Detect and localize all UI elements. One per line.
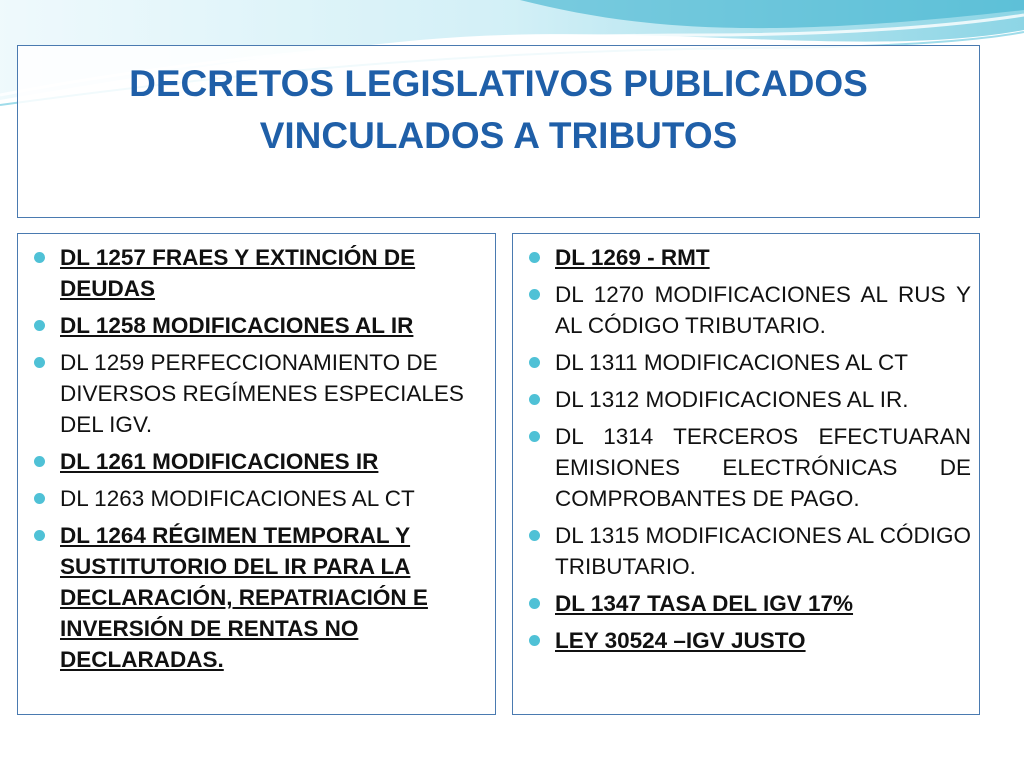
list-item-text: LEY 30524 –IGV JUSTO bbox=[555, 628, 806, 653]
list-item-text: DL 1263 MODIFICACIONES AL CT bbox=[60, 486, 415, 511]
list-item-text: DL 1259 PERFECCIONAMIENTO DE DIVERSOS REGÍMENES ESPECIALES DEL IGV. bbox=[60, 350, 464, 437]
slide-title bbox=[18, 58, 979, 162]
left-decree-list bbox=[32, 242, 482, 681]
title-box bbox=[17, 45, 980, 218]
bullet-icon bbox=[529, 252, 540, 263]
list-item-text: DL 1257 FRAES Y EXTINCIÓN DE DEUDAS bbox=[60, 245, 416, 301]
list-item bbox=[527, 242, 971, 273]
bullet-icon bbox=[34, 252, 45, 263]
list-item-text: DL 1314 TERCEROS EFECTUARAN EMISIONES ELECTRÓNICAS DE COMPROBANTES DE PAGO. bbox=[555, 424, 971, 511]
right-decree-list bbox=[527, 242, 971, 662]
bullet-icon bbox=[529, 394, 540, 405]
slide-title-line-1: DECRETOS LEGISLATIVOS PUBLICADOS bbox=[129, 63, 868, 104]
list-item-text: DL 1311 MODIFICACIONES AL CT bbox=[555, 350, 909, 375]
bullet-icon bbox=[529, 431, 540, 442]
list-item-text: DL 1315 MODIFICACIONES AL CÓDIGO TRIBUTARIO. bbox=[555, 523, 971, 579]
right-column-box bbox=[512, 233, 980, 715]
list-item bbox=[527, 279, 971, 341]
list-item bbox=[32, 310, 482, 341]
list-item bbox=[527, 384, 971, 415]
bullet-icon bbox=[34, 456, 45, 467]
list-item-text: DL 1270 MODIFICACIONES AL RUS Y AL CÓDIGO TRIBUTARIO. bbox=[555, 282, 971, 338]
list-item-text: DL 1269 - RMT bbox=[555, 245, 710, 270]
left-column-box bbox=[17, 233, 496, 715]
bullet-icon bbox=[34, 530, 45, 541]
list-item bbox=[32, 483, 482, 514]
bullet-icon bbox=[529, 357, 540, 368]
list-item bbox=[32, 347, 482, 440]
bullet-icon bbox=[529, 289, 540, 300]
list-item bbox=[32, 446, 482, 477]
list-item-text: DL 1258 MODIFICACIONES AL IR bbox=[60, 313, 414, 338]
list-item-text: DL 1261 MODIFICACIONES IR bbox=[60, 449, 379, 474]
list-item bbox=[527, 625, 971, 656]
list-item bbox=[527, 588, 971, 619]
slide-title-line-2: VINCULADOS A TRIBUTOS bbox=[259, 115, 738, 156]
list-item-text: DL 1312 MODIFICACIONES AL IR. bbox=[555, 387, 909, 412]
list-item-text: DL 1264 RÉGIMEN TEMPORAL Y SUSTITUTORIO DEL IR PARA LA DECLARACIÓN, REPATRIACIÓN E INVERSIÓN DE RENTAS NO DECLARADAS. bbox=[60, 523, 428, 672]
bullet-icon bbox=[34, 493, 45, 504]
list-item bbox=[527, 347, 971, 378]
list-item bbox=[32, 520, 482, 675]
bullet-icon bbox=[529, 635, 540, 646]
bullet-icon bbox=[34, 320, 45, 331]
bullet-icon bbox=[529, 598, 540, 609]
list-item bbox=[527, 520, 971, 582]
bullet-icon bbox=[34, 357, 45, 368]
list-item-text: DL 1347 TASA DEL IGV 17% bbox=[555, 591, 854, 616]
list-item bbox=[527, 421, 971, 514]
bullet-icon bbox=[529, 530, 540, 541]
list-item bbox=[32, 242, 482, 304]
